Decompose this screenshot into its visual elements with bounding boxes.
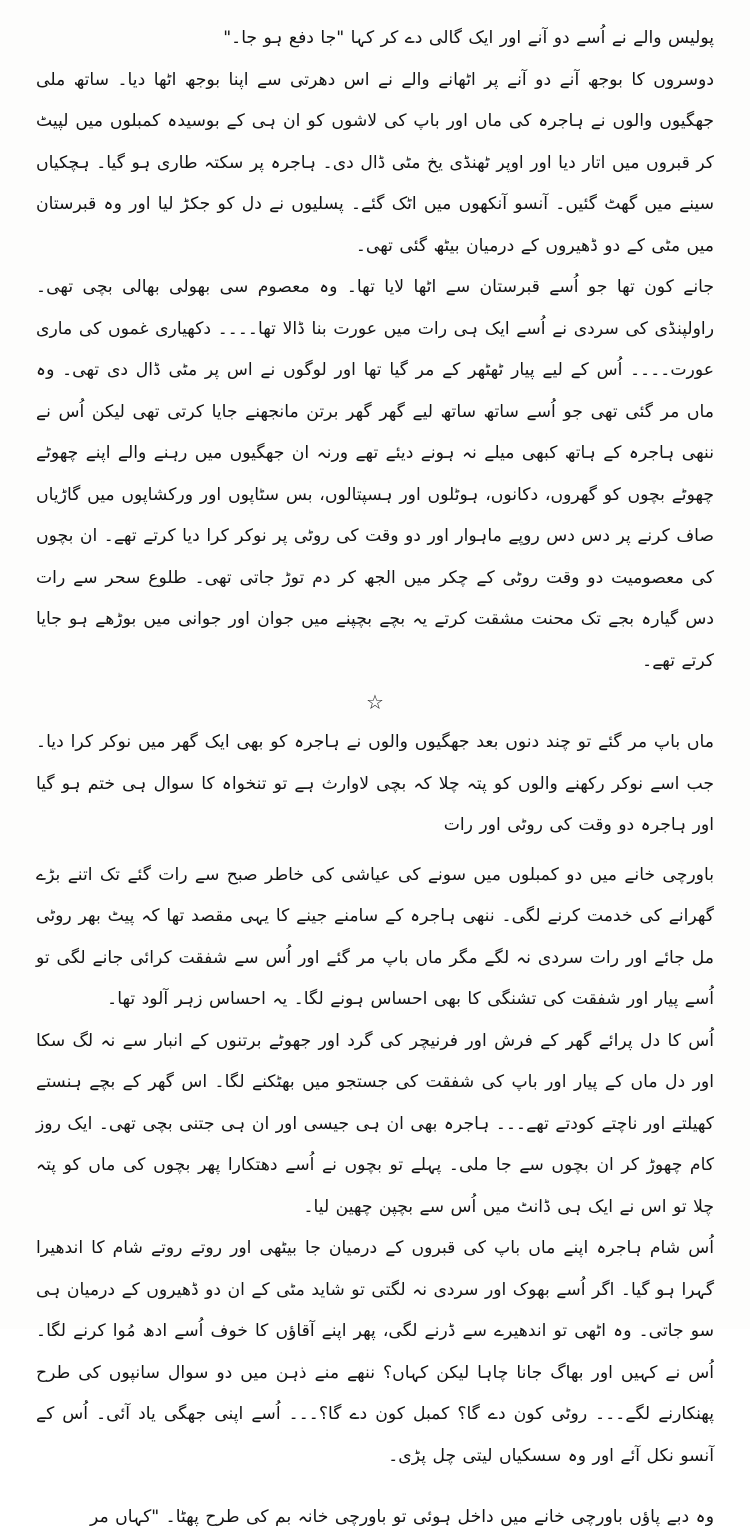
section-separator-star-icon: ☆ — [366, 690, 384, 714]
paragraph-burial: دوسروں کا بوجھ آنے دو آنے پر اٹھانے والے نے اس دھرتی سے اپنا بوجھ اٹھا دیا۔ ساتھ ملی جھگیوں والوں نے ہاجرہ کی ماں اور باپ کی لاشوں کو ان ہی کے بوسیدہ کمبلوں میں لپیٹ کر قبروں میں اتار دیا اور اوپر ٹھنڈی یخ مٹی ڈال دی۔ ہاجرہ پر سکتہ طاری ہو گیا۔ ہچکیاں سینے میں گھٹ گئیں۔ آنسو آنکھوں میں اٹک گئے۔ پسلیوں نے دل کو جکڑ لیا اور وہ قبرستان میں مٹی کے دو ڈھیروں کے درمیان بیٹھ گئی تھی۔ — [36, 69, 714, 256]
opening-line: پولیس والے نے اُسے دو آنے اور ایک گالی دے کر کہا "جا دفع ہو جا۔" — [223, 28, 714, 48]
paragraph-kitchen: باورچی خانے میں دو کمبلوں میں سونے کی عیاشی کی خاطر صبح سے رات گئے تک اتنے بڑے گھرانے کی خدمت کرنے لگی۔ ننھی ہاجرہ کے سامنے جینے کا یہی مقصد تھا کہ پیٹ بھر روٹی مل جائے اور رات سردی نہ لگے مگر ماں باپ مر گئے اور اُس سے شفقت کرائی جانے لگی تو اُسے پیار اور شفقت کی تشنگی کا بھی احساس ہونے لگا۔ یہ احساس زہر آلود تھا۔ — [36, 864, 714, 1009]
paragraph-orphan: جانے کون تھا جو اُسے قبرستان سے اٹھا لایا تھا۔ وہ معصوم سی بھولی بھالی بچی تھی۔ راولپنڈی کی سردی نے اُسے ایک ہی رات میں عورت بنا ڈالا تھا۔۔۔۔ دکھیاری غموں کی ماری عورت۔۔۔۔ اُس کے لیے پیار ٹھٹھر کے مر گیا تھا اور لوگوں نے اس پر مٹی ڈال دی تھی۔ وہ ماں مر گئی تھی جو اُسے ساتھ ساتھ لیے گھر گھر برتن مانجھنے جایا کرتی تھی لیکن اُس نے ننھی ہاجرہ کے ہاتھ کبھی میلے نہ ہونے دیئے تھے ورنہ ان جھگیوں میں رہنے والے اپنے چھوٹے چھوٹے بچوں کو گھروں، دکانوں، ہوٹلوں اور ہسپتالوں، بس سٹاپوں اور ورکشاپوں میں گاڑیاں صاف کرنے پر دس دس روپے ماہوار اور دو وقت کی روٹی پر نوکر کرا دیا کرتے تھے۔ ان بچوں کی معصومیت دو وقت روٹی کے چکر میں الجھ کر دم توڑ جاتی تھی۔ طلوع سحر سے رات دس گیارہ بجے تک محنت مشقت کرتے یہ بچے بچپنے میں جوان اور جوانی میں بوڑھے ہو جایا کرتے تھے۔ — [36, 277, 714, 671]
paragraph-children: اُس کا دل پرائے گھر کے فرش اور فرنیچر کی گرد اور جھوٹے برتنوں کے انبار سے نہ لگ سکا اور دل ماں کے پیار اور باپ کی شفقت کی جستجو میں بھٹکنے لگا۔ اس گھر کے بچے ہنستے کھیلتے اور ناچتے کودتے تھے۔۔۔ ہاجرہ بھی ان ہی جیسی اور ان ہی جتنی بچی تھی۔ ایک روز کام چھوڑ کر ان بچوں سے جا ملی۔ پہلے تو بچوں نے اُسے دھتکارا پھر بچوں کی ماں کو پتہ چلا تو اس نے ایک ہی ڈانٹ میں اُس سے بچپن چھین لیا۔ — [36, 1030, 714, 1217]
paragraph-graves: اُس شام ہاجرہ اپنے ماں باپ کی قبروں کے درمیان جا بیٹھی اور روتے روتے شام کا اندھیرا گہرا ہو گیا۔ اگر اُسے بھوک اور سردی نہ لگتی تو شاید مٹی کے ان دو ڈھیروں کے درمیان ہی سو جاتی۔ وہ اٹھی تو اندھیرے سے ڈرنے لگی، پھر اپنے آقاؤں کا خوف اُسے ادھ مُوا کرنے لگا۔ اُس نے کہیں اور بھاگ جانا چاہا لیکن کہاں؟ ننھے منے ذہن میں دو سوال سانپوں کی طرح پھنکارنے لگے۔۔۔ روٹی کون دے گا؟ کمبل کون دے گا؟۔۔۔ اُسے اپنی جھگی یاد آئی۔ اُس کے آنسو نکل آئے اور وہ سسکیاں لیتی چل پڑی۔ — [36, 1238, 714, 1466]
closing-line: وہ دبے پاؤں باورچی خانے میں داخل ہوئی تو باورچی خانہ بم کی طرح پھٹا۔ "کہاں مر — [90, 1507, 714, 1527]
paragraph-servant: ماں باپ مر گئے تو چند دنوں بعد جھگیوں والوں نے ہاجرہ کو بھی ایک گھر میں نوکر کرا دیا۔ جب اسے نوکر رکھنے والوں کو پتہ چلا کہ بچی لاوارث ہے تو تنخواہ کا سوال ہی ختم ہو گیا اور ہاجرہ دو وقت کی روٹی اور رات — [36, 732, 714, 835]
